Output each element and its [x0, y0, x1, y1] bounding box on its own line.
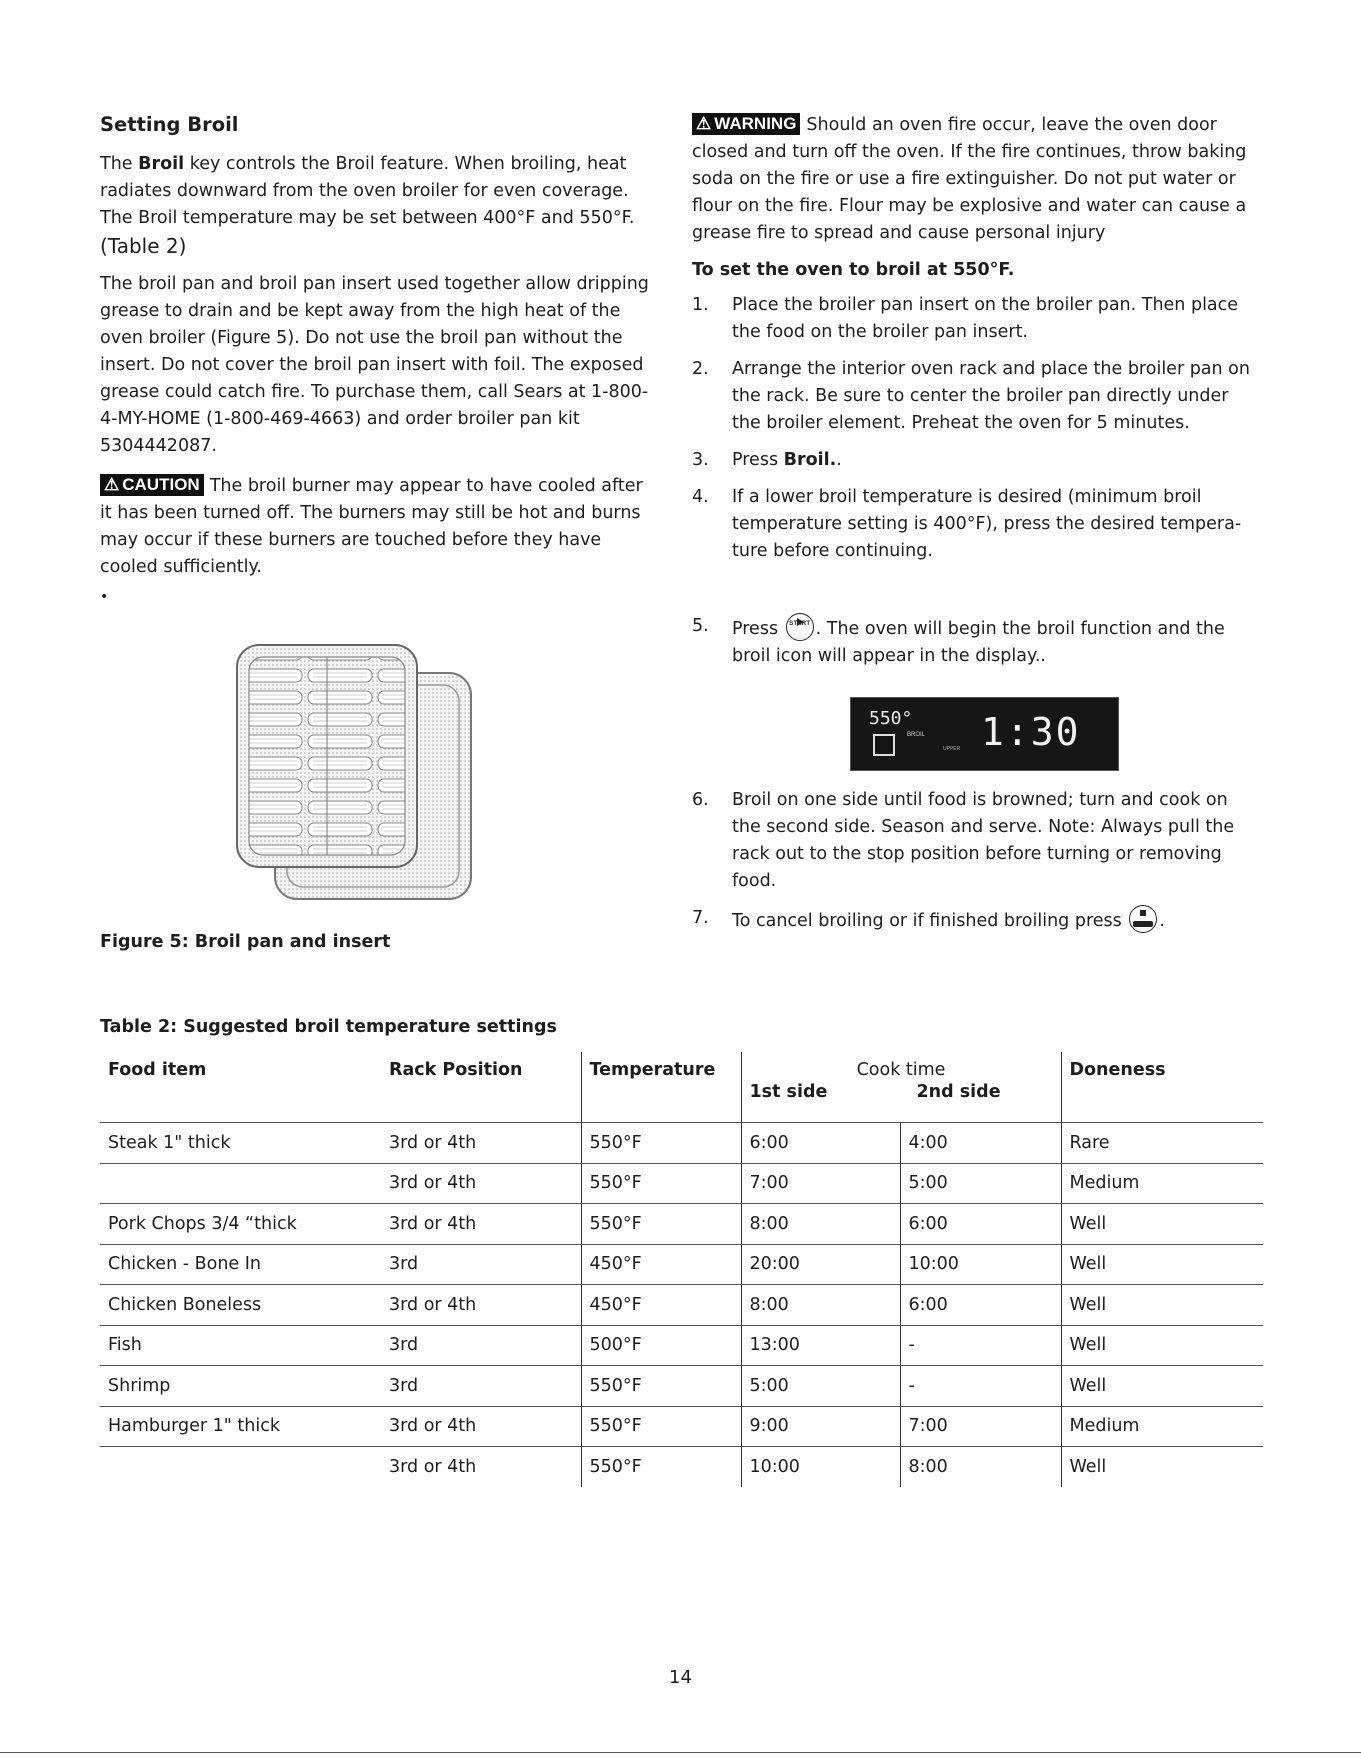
cell-side2: -	[900, 1325, 1061, 1366]
table-body	[100, 1123, 1263, 1487]
cell-side2: 8:00	[900, 1447, 1061, 1487]
cell-rack: 3rd or 4th	[381, 1204, 581, 1245]
cell-side1: 6:00	[741, 1123, 900, 1164]
table-row	[100, 1447, 1263, 1487]
cell-food	[100, 1163, 381, 1204]
table-row	[100, 1325, 1263, 1366]
bullet-mark: •	[100, 589, 109, 605]
cell-rack: 3rd or 4th	[381, 1123, 581, 1164]
broil-settings-table	[100, 1052, 1263, 1487]
cell-doneness: Well	[1061, 1204, 1263, 1245]
steps-heading: To set the oven to broil at 550°F.	[692, 260, 1015, 280]
cell-rack: 3rd or 4th	[381, 1285, 581, 1326]
figure-caption: Figure 5: Broil pan and insert	[100, 932, 391, 952]
cell-doneness: Well	[1061, 1366, 1263, 1407]
cell-side1: 9:00	[741, 1406, 900, 1447]
table-row	[100, 1406, 1263, 1447]
cell-doneness: Well	[1061, 1244, 1263, 1285]
step-item: 1. Place the broiler pan insert on the broiler pan. Then place the food on the broiler pan insert.	[692, 295, 1239, 342]
stop-icon	[1140, 910, 1146, 916]
header-first-side: 1st side	[749, 1082, 828, 1102]
cell-food: Chicken Boneless	[100, 1285, 381, 1326]
cell-temp: 550°F	[581, 1406, 741, 1447]
header-cook-time: Cook time 1st side 2nd side	[741, 1052, 1061, 1123]
step-item: 4. If a lower broil temperature is desired (minimum broil temperature setting is 400°F), press the desired tempera-ture before continuing.	[692, 487, 1242, 561]
cell-food	[100, 1447, 381, 1487]
table-caption: Table 2: Suggested broil temperature settings	[100, 1017, 557, 1037]
warning-triangle-icon: ⚠	[104, 475, 120, 494]
cell-rack: 3rd or 4th	[381, 1163, 581, 1204]
cell-side2: -	[900, 1366, 1061, 1407]
broil-pan-figure	[235, 643, 475, 903]
header-temperature: Temperature	[581, 1052, 741, 1123]
cell-food: Fish	[100, 1325, 381, 1366]
table-row	[100, 1163, 1263, 1204]
caution-paragraph: ⚠ CAUTION The broil burner may appear to have cooled after it has been turned off. The burners may still be hot and burns may occur if these burners are touched before they have cooled sufficiently.	[100, 475, 643, 577]
step-item: 2. Arrange the interior oven rack and place the broiler pan on the rack. Be sure to center the broiler pan directly under the broiler element. Preheat the oven for 5 minutes.	[692, 359, 1250, 433]
display-mode: BROIL	[907, 732, 926, 738]
cell-temp: 450°F	[581, 1285, 741, 1326]
cell-side1: 8:00	[741, 1285, 900, 1326]
table-row	[100, 1366, 1263, 1407]
header-rack: Rack Position	[389, 1060, 523, 1080]
cell-doneness: Well	[1061, 1325, 1263, 1366]
right-column-lower	[692, 787, 1252, 935]
cell-doneness: Well	[1061, 1285, 1263, 1326]
table-row	[100, 1204, 1263, 1245]
cell-temp: 550°F	[581, 1447, 741, 1487]
step-item: 7. To cancel broiling or if finished broiling press .	[692, 905, 1252, 935]
table-reference: (Table 2)	[100, 234, 187, 258]
cell-temp: 500°F	[581, 1325, 741, 1366]
broil-pan-paragraph: The broil pan and broil pan insert used together allow dripping grease to drain and be kept away from the high heat of the oven broiler (Figure 5). Do not use the broil pan without the insert. Do not cover the broil pan insert with foil. The exposed grease could catch fire. To purchase them, call Sears at 1-800-4-MY-HOME (1-800-469-4663) and order broiler pan kit 5304442087.	[100, 274, 649, 456]
cell-side2: 10:00	[900, 1244, 1061, 1285]
cell-rack: 3rd	[381, 1244, 581, 1285]
table-header-row	[100, 1052, 1263, 1123]
cell-side1: 5:00	[741, 1366, 900, 1407]
page-number: 14	[669, 1667, 692, 1688]
step-item: 3. Press Broil..	[692, 450, 842, 470]
cell-doneness: Medium	[1061, 1406, 1263, 1447]
broil-icon	[873, 734, 895, 756]
stop-button-icon	[1129, 905, 1157, 933]
cell-food: Chicken - Bone In	[100, 1244, 381, 1285]
cell-side2: 5:00	[900, 1163, 1061, 1204]
display-temperature: 550°	[869, 708, 913, 729]
warning-badge: ⚠ WARNING	[692, 113, 800, 135]
start-button-icon: START	[786, 613, 814, 641]
table-row	[100, 1123, 1263, 1164]
cell-side2: 7:00	[900, 1406, 1061, 1447]
display-time: 1:30	[981, 710, 1081, 754]
step-item: 6. Broil on one side until food is browned; turn and cook on the second side. Season and serve. Note: Always pull the rack out to the stop position before turning or removing food.	[692, 790, 1235, 891]
cell-temp: 550°F	[581, 1204, 741, 1245]
cell-side1: 13:00	[741, 1325, 900, 1366]
cell-doneness: Well	[1061, 1447, 1263, 1487]
cell-side2: 4:00	[900, 1123, 1061, 1164]
display-sub-mode: UPPER	[943, 746, 961, 752]
cell-side1: 8:00	[741, 1204, 900, 1245]
bottom-rule	[0, 1752, 1361, 1753]
cell-side1: 7:00	[741, 1163, 900, 1204]
broil-steps-list-continued	[692, 787, 1252, 935]
cell-temp: 550°F	[581, 1366, 741, 1407]
header-doneness: Doneness	[1061, 1052, 1263, 1123]
cell-doneness: Medium	[1061, 1163, 1263, 1204]
left-column	[100, 112, 656, 605]
cell-temp: 550°F	[581, 1163, 741, 1204]
cell-rack: 3rd	[381, 1366, 581, 1407]
caution-badge: ⚠ CAUTION	[100, 474, 204, 496]
cell-side1: 10:00	[741, 1447, 900, 1487]
cell-side2: 6:00	[900, 1285, 1061, 1326]
cell-food: Steak 1" thick	[100, 1123, 381, 1164]
broil-intro-paragraph: The Broil key controls the Broil feature. When broiling, heat radiates downward from the oven broiler for even coverage. The Broil temperature may be set between 400°F and 550°F.	[100, 154, 635, 228]
cell-rack: 3rd or 4th	[381, 1406, 581, 1447]
cell-rack: 3rd	[381, 1325, 581, 1366]
cell-temp: 450°F	[581, 1244, 741, 1285]
broil-steps-list	[692, 292, 1252, 670]
cell-food: Shrimp	[100, 1366, 381, 1407]
broil-key-name: Broil	[138, 154, 185, 174]
cell-food: Hamburger 1" thick	[100, 1406, 381, 1447]
cell-food: Pork Chops 3/4 “thick	[100, 1204, 381, 1245]
section-heading: Setting Broil	[100, 113, 239, 136]
warning-triangle-icon: ⚠	[696, 114, 712, 133]
cell-temp: 550°F	[581, 1123, 741, 1164]
cell-side1: 20:00	[741, 1244, 900, 1285]
cell-rack: 3rd or 4th	[381, 1447, 581, 1487]
right-column	[692, 112, 1252, 690]
table-row	[100, 1285, 1263, 1326]
header-food: Food item	[108, 1060, 207, 1080]
cell-side2: 6:00	[900, 1204, 1061, 1245]
warning-paragraph: ⚠ WARNING Should an oven fire occur, leave the oven door closed and turn off the oven. If the fire continues, throw baking soda on the fire or use a fire extinguisher. Do not put water or flour on the fire. Flour may be explosive and water can cause a grease fire to spread and cause personal injury	[692, 114, 1247, 243]
cell-doneness: Rare	[1061, 1123, 1263, 1164]
step-item: 5. Press START . The oven will begin the broil function and the broil icon will appear in the display..	[692, 613, 1252, 670]
oven-display	[850, 697, 1119, 771]
header-second-side: 2nd side	[916, 1082, 1001, 1102]
table-row	[100, 1244, 1263, 1285]
